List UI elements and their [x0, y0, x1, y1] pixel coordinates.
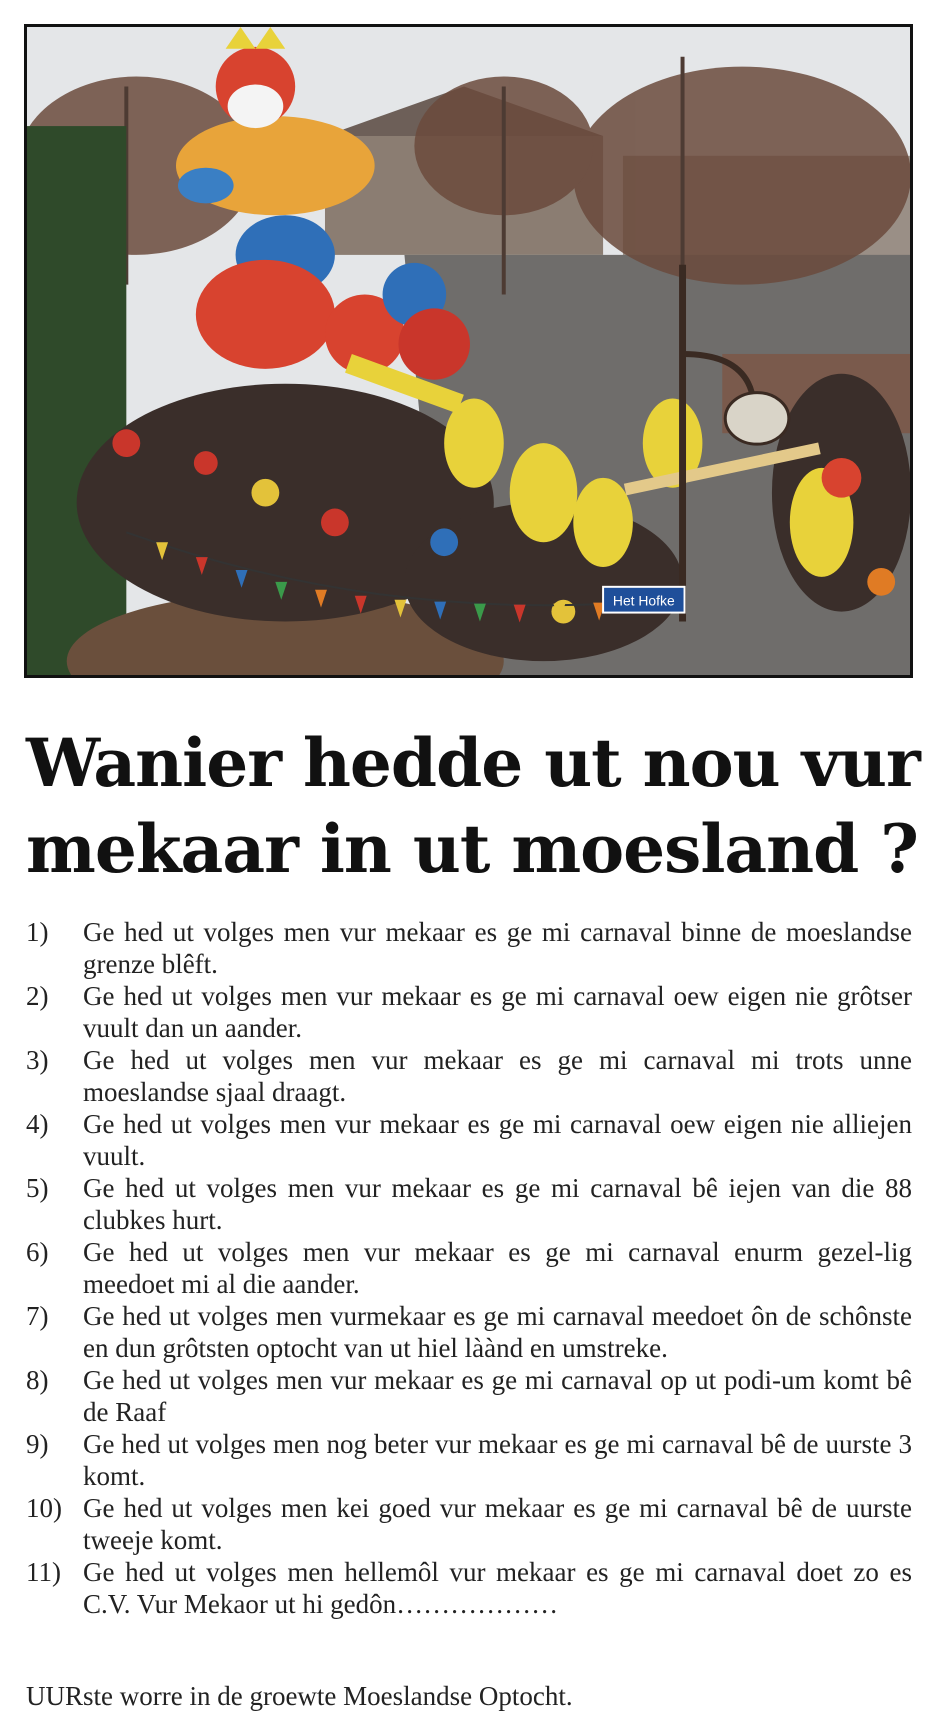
list-number: 11)	[26, 1557, 61, 1587]
list-number: 2)	[26, 981, 49, 1011]
list-number: 1)	[26, 917, 49, 947]
headline	[26, 720, 920, 892]
list-number: 3)	[26, 1045, 49, 1075]
list-item	[26, 1236, 912, 1300]
list-text: Ge hed ut volges men vur mekaar es ge mi carnaval oew eigen nie grôtser vuult dan un aander.	[83, 981, 912, 1043]
list-number: 10)	[26, 1493, 62, 1523]
list-number: 4)	[26, 1109, 49, 1139]
list-text: Ge hed ut volges men nog beter vur mekaar es ge mi carnaval bê de uurste 3 komt.	[83, 1429, 912, 1491]
list-item	[26, 1364, 912, 1428]
list-number: 5)	[26, 1173, 49, 1203]
rules-list	[26, 916, 912, 1620]
list-number: 6)	[26, 1237, 49, 1267]
footer-text: UURste worre in de groewte Moeslandse Optocht.	[26, 1681, 573, 1711]
street-sign-text: Het Hofke	[612, 592, 675, 609]
list-item	[26, 916, 912, 980]
headline-line-1: Wanier hedde ut nou vur	[26, 724, 920, 802]
list-item	[26, 1556, 912, 1620]
list-number: 7)	[26, 1301, 49, 1331]
list-item	[26, 1108, 912, 1172]
list-item	[26, 1044, 912, 1108]
list-text: Ge hed ut volges men vur mekaar es ge mi carnaval oew eigen nie alliejen vuult.	[83, 1109, 912, 1171]
parade-illustration	[27, 27, 910, 675]
list-text: Ge hed ut volges men hellemôl vur mekaar es ge mi carnaval doet zo es C.V. Vur Mekaor ut hi gedôn………………	[83, 1557, 912, 1619]
list-item	[26, 1172, 912, 1236]
list-text: Ge hed ut volges men vur mekaar es ge mi carnaval op ut podi-um komt bê de Raaf	[83, 1365, 912, 1427]
list-text: Ge hed ut volges men vur mekaar es ge mi carnaval binne de moeslandse grenze blêft.	[83, 917, 912, 979]
list-text: Ge hed ut volges men kei goed vur mekaar es ge mi carnaval bê de uurste tweeje komt.	[83, 1493, 912, 1555]
list-item	[26, 1300, 912, 1364]
list-item	[26, 1492, 912, 1556]
list-text: Ge hed ut volges men vur mekaar es ge mi carnaval mi trots unne moeslandse sjaal draagt.	[83, 1045, 912, 1107]
parade-photo	[24, 24, 913, 678]
headline-line-2: mekaar in ut moesland ?	[26, 810, 918, 888]
list-number: 9)	[26, 1429, 49, 1459]
list-item	[26, 980, 912, 1044]
list-text: Ge hed ut volges men vur mekaar es ge mi carnaval bê iejen van die 88 clubkes hurt.	[83, 1173, 912, 1235]
list-number: 8)	[26, 1365, 49, 1395]
list-text: Ge hed ut volges men vur mekaar es ge mi carnaval enurm gezel-lig meedoet mi al die aander.	[83, 1237, 912, 1299]
list-text: Ge hed ut volges men vurmekaar es ge mi carnaval meedoet ôn de schônste en dun grôtsten optocht van ut hiel làànd en umstreke.	[83, 1301, 912, 1363]
list-item	[26, 1428, 912, 1492]
